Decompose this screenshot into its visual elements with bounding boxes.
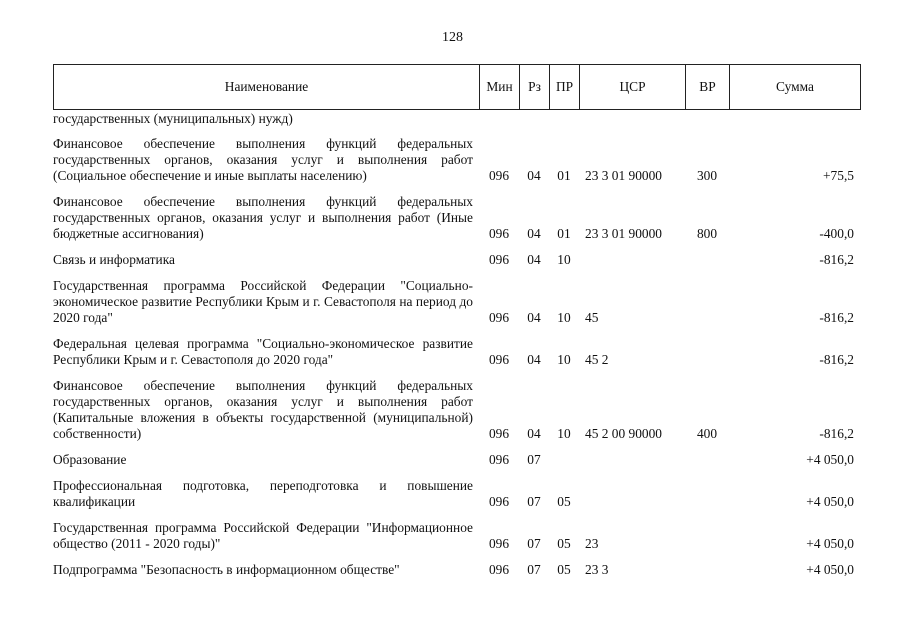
row-spacer-cell [53,184,860,194]
row-spacer [53,184,860,194]
table-row [53,111,860,126]
cell-min: 096 [488,226,510,241]
cell-vr: 800 [696,226,718,241]
cell-pr: 05 [557,536,571,551]
cell-sum: -816,2 [819,426,854,441]
cell-rz: 07 [527,536,541,551]
cell-name: Финансовое обеспечение выполнения функций федеральных государственных органов, оказания услуг и выполнения работ (Капитальные вложения в объекты государственной (муниципальной) собственности) [53,378,473,441]
cell-sum: +4 050,0 [806,562,854,577]
table-row [53,520,860,552]
cell-vr [685,278,729,326]
cell-rz: 07 [527,562,541,577]
table-row [53,452,860,468]
cell-pr: 01 [557,226,571,241]
table-row [53,378,860,442]
cell-sum: -816,2 [819,352,854,367]
column-header-rz: Рз [520,65,550,110]
row-spacer-cell [53,510,860,520]
cell-pr: 01 [557,168,571,183]
cell-rz: 04 [527,168,541,183]
cell-pr [549,111,579,126]
column-header-sum: Сумма [730,65,861,110]
row-spacer-cell [53,468,860,478]
cell-name: Образование [53,452,127,467]
cell-rz [519,111,549,126]
cell-vr [685,336,729,368]
cell-csr: 45 2 [585,352,609,367]
cell-csr [579,111,685,126]
budget-table [53,111,860,578]
cell-pr: 05 [557,494,571,509]
cell-csr: 23 3 01 90000 [585,226,662,241]
row-spacer [53,368,860,378]
cell-vr [685,478,729,510]
cell-vr [685,562,729,578]
cell-vr [685,520,729,552]
row-spacer [53,242,860,252]
cell-name: Финансовое обеспечение выполнения функций федеральных государственных органов, оказания услуг и выполнения работ (Социальное обеспечение и иные выплаты населению) [53,136,473,183]
cell-vr: 300 [696,168,718,183]
row-spacer-cell [53,268,860,278]
table-row [53,478,860,510]
cell-pr: 10 [557,310,571,325]
cell-sum: -816,2 [819,252,854,267]
column-header-pr: ПР [550,65,580,110]
column-header-name: Наименование [54,65,480,110]
column-header-min: Мин [480,65,520,110]
page-number: 128 [442,30,463,45]
cell-rz: 07 [527,494,541,509]
table-body [53,111,860,578]
cell-sum [729,111,860,126]
cell-pr: 10 [557,426,571,441]
column-header-vr: ВР [686,65,730,110]
cell-rz: 04 [527,310,541,325]
cell-min: 096 [488,452,510,467]
cell-sum: -400,0 [819,226,854,241]
cell-min: 096 [488,310,510,325]
cell-csr: 23 3 01 90000 [585,168,662,183]
cell-min [479,111,519,126]
table-row [53,252,860,268]
table-row [53,278,860,326]
table-row [53,136,860,184]
cell-sum: +4 050,0 [806,452,854,467]
row-spacer-cell [53,326,860,336]
cell-name: Финансовое обеспечение выполнения функций федеральных государственных органов, оказания услуг и выполнения работ (Иные бюджетные ассигнования) [53,194,473,241]
cell-name: Подпрограмма "Безопасность в информационном обществе" [53,562,400,577]
cell-csr: 45 [585,310,599,325]
row-spacer [53,442,860,452]
cell-vr: 400 [696,426,718,441]
row-spacer-cell [53,552,860,562]
row-spacer-cell [53,242,860,252]
cell-rz: 04 [527,426,541,441]
cell-name: Федеральная целевая программа "Социально-экономическое развитие Республики Крым и г. Севастополя до 2020 года" [53,336,473,367]
row-spacer-cell [53,442,860,452]
cell-min: 096 [488,168,510,183]
cell-rz: 04 [527,252,541,267]
table-header [53,64,861,110]
cell-rz: 04 [527,226,541,241]
cell-csr: 23 [585,536,599,551]
cell-csr [579,252,685,268]
table-row [53,562,860,578]
cell-min: 096 [488,536,510,551]
cell-vr [685,111,729,126]
cell-rz: 07 [527,452,541,467]
row-spacer [53,126,860,136]
row-spacer [53,510,860,520]
cell-sum: +4 050,0 [806,494,854,509]
cell-min: 096 [488,426,510,441]
cell-name: государственных (муниципальных) нужд) [53,111,293,126]
cell-pr: 10 [557,352,571,367]
cell-min: 096 [488,494,510,509]
cell-vr [685,452,729,468]
table-row [53,194,860,242]
column-header-csr: ЦСР [580,65,686,110]
cell-vr [685,252,729,268]
row-spacer-cell [53,368,860,378]
cell-pr [549,452,579,468]
cell-csr [579,478,685,510]
cell-csr [579,452,685,468]
cell-min: 096 [488,562,510,577]
cell-name: Профессиональная подготовка, переподготовка и повышение квалификации [53,478,473,509]
row-spacer [53,552,860,562]
cell-name: Государственная программа Российской Федерации "Социально-экономическое развитие Республики Крым и г. Севастополя на период до 2020 года" [53,278,473,325]
cell-name: Связь и информатика [53,252,175,267]
cell-sum: +4 050,0 [806,536,854,551]
cell-csr: 23 3 [585,562,609,577]
row-spacer [53,268,860,278]
cell-rz: 04 [527,352,541,367]
cell-min: 096 [488,252,510,267]
cell-sum: +75,5 [823,168,854,183]
cell-sum: -816,2 [819,310,854,325]
row-spacer-cell [53,126,860,136]
table-row [53,336,860,368]
cell-pr: 05 [557,562,571,577]
row-spacer [53,468,860,478]
cell-name: Государственная программа Российской Федерации "Информационное общество (2011 - 2020 годы)" [53,520,473,551]
cell-csr: 45 2 00 90000 [585,426,662,441]
cell-min: 096 [488,352,510,367]
row-spacer [53,326,860,336]
cell-pr: 10 [557,252,571,267]
